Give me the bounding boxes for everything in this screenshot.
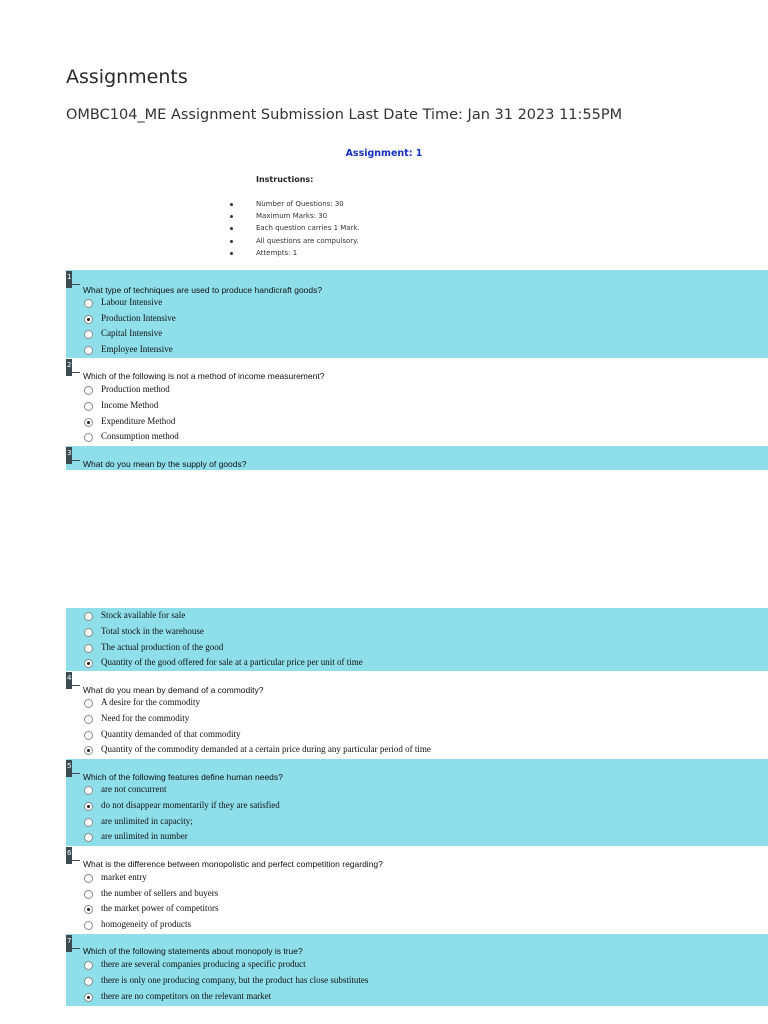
question-number: 5: [66, 760, 72, 777]
assignment-deadline: OMBC104_ME Assignment Submission Last Date Time: Jan 31 2023 11:55PM: [66, 107, 623, 123]
instruction-item: All questions are compulsory.: [256, 235, 360, 247]
option-label: Income Method: [101, 400, 159, 410]
radio-button[interactable]: [84, 905, 93, 914]
option-label: The actual production of the good: [101, 642, 224, 652]
question-number: 1: [66, 271, 72, 288]
radio-button[interactable]: [84, 699, 93, 708]
option-label: the number of sellers and buyers: [101, 888, 219, 898]
radio-button[interactable]: [84, 715, 93, 724]
radio-button[interactable]: [84, 315, 93, 324]
option-label: Quantity of the good offered for sale at a particular price per unit of time: [101, 657, 363, 667]
question-text: What is the difference between monopolistic and perfect competition regarding?: [83, 859, 383, 869]
radio-button[interactable]: [84, 433, 93, 442]
option-label: the market power of competitors: [101, 903, 219, 913]
radio-button[interactable]: [84, 731, 93, 740]
option-label: Consumption method: [101, 431, 179, 441]
question-text: Which of the following is not a method of income measurement?: [83, 371, 325, 381]
question-number: 7: [66, 935, 72, 952]
question-number: 6: [66, 847, 72, 864]
radio-button[interactable]: [84, 921, 93, 930]
radio-button[interactable]: [84, 659, 93, 668]
option-label: Need for the commodity: [101, 713, 190, 723]
instruction-item: Each question carries 1 Mark.: [256, 222, 360, 234]
radio-button[interactable]: [84, 786, 93, 795]
option-label: there are no competitors on the relevant market: [101, 991, 272, 1001]
option-label: do not disappear momentarily if they are satisfied: [101, 800, 280, 810]
radio-button[interactable]: [84, 612, 93, 621]
question-text: Which of the following features define human needs?: [83, 772, 283, 782]
option-label: are not concurrent: [101, 784, 167, 794]
option-label: there is only one producing company, but the product has close substitutes: [101, 975, 369, 985]
radio-button[interactable]: [84, 802, 93, 811]
option-label: Production Intensive: [101, 313, 176, 323]
radio-button[interactable]: [84, 818, 93, 827]
option-label: Expenditure Method: [101, 416, 176, 426]
assignment-heading: Assignment: 1: [345, 148, 423, 159]
radio-button[interactable]: [84, 993, 93, 1002]
question-text: Which of the following statements about monopoly is true?: [83, 946, 303, 956]
option-label: Quantity demanded of that commodity: [101, 729, 241, 739]
option-label: A desire for the commodity: [101, 697, 200, 707]
radio-button[interactable]: [84, 299, 93, 308]
radio-button[interactable]: [84, 330, 93, 339]
radio-button[interactable]: [84, 874, 93, 883]
option-label: market entry: [101, 872, 147, 882]
option-label: Employee Intensive: [101, 344, 173, 354]
option-label: Stock available for sale: [101, 610, 186, 620]
option-label: there are several companies producing a specific product: [101, 959, 306, 969]
radio-button[interactable]: [84, 386, 93, 395]
question-text: What do you mean by demand of a commodity?: [83, 685, 264, 695]
question-text: What do you mean by the supply of goods?: [83, 459, 247, 469]
radio-button[interactable]: [84, 628, 93, 637]
question-text: What type of techniques are used to produce handicraft goods?: [83, 285, 323, 295]
option-label: Labour Intensive: [101, 297, 163, 307]
option-label: homogeneity of products: [101, 919, 191, 929]
instructions-list: [256, 198, 360, 259]
option-label: Total stock in the warehouse: [101, 626, 204, 636]
instruction-item: Attempts: 1: [256, 247, 360, 259]
radio-button[interactable]: [84, 644, 93, 653]
radio-button[interactable]: [84, 961, 93, 970]
radio-button[interactable]: [84, 746, 93, 755]
page-title: Assignments: [66, 66, 188, 88]
option-label: Production method: [101, 384, 170, 394]
option-label: are unlimited in number: [101, 831, 188, 841]
instruction-item: Maximum Marks: 30: [256, 210, 360, 222]
question-number: 3: [66, 447, 72, 464]
instruction-item: Number of Questions: 30: [256, 198, 360, 210]
radio-button[interactable]: [84, 977, 93, 986]
option-label: Quantity of the commodity demanded at a certain price during any particular period of time: [101, 744, 431, 754]
radio-button[interactable]: [84, 346, 93, 355]
option-label: Capital Intensive: [101, 328, 163, 338]
radio-button[interactable]: [84, 890, 93, 899]
question-number: 4: [66, 672, 72, 689]
question-number: 2: [66, 359, 72, 376]
radio-button[interactable]: [84, 833, 93, 842]
option-label: are unlimited in capacity;: [101, 816, 193, 826]
radio-button[interactable]: [84, 402, 93, 411]
radio-button[interactable]: [84, 418, 93, 427]
instructions-title: Instructions:: [256, 175, 314, 184]
